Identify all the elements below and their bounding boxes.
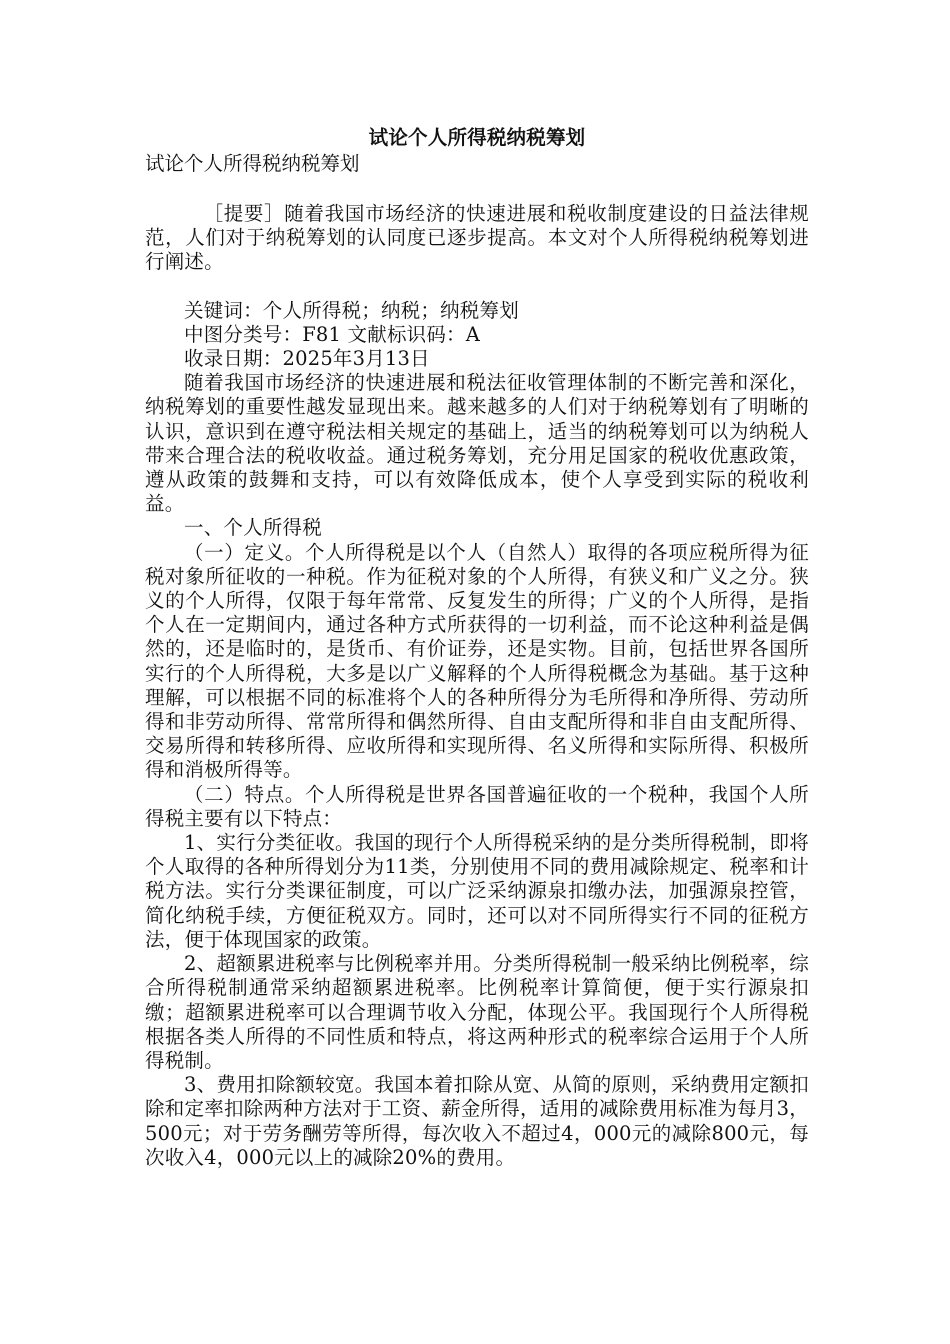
document-page — [145, 124, 809, 1170]
spacer — [145, 275, 809, 299]
feature-1-paragraph: 1、实行分类征收。我国的现行个人所得税采纳的是分类所得税制，即将个人取得的各种所得划分为11类，分别使用不同的费用减除规定、税率和计税方法。实行分类课征制度，可以广泛采纳源泉扣缴办法，加强源泉控管，简化纳税手续，方便征税双方。同时，还可以对不同所得实行不同的征税方法，便于体现国家的政策。 — [145, 831, 809, 951]
document-title: 试论个人所得税纳税筹划 — [368, 126, 586, 149]
spacer — [145, 178, 809, 202]
abstract-paragraph: ［提要］随着我国市场经济的快速进展和税收制度建设的日益法律规范，人们对于纳税筹划的认同度已逐步提高。本文对个人所得税纳税筹划进行阐述。 — [145, 202, 809, 274]
features-paragraph: （二）特点。个人所得税是世界各国普遍征收的一个税种，我国个人所得税主要有以下特点： — [145, 782, 809, 830]
definition-paragraph: （一）定义。个人所得税是以个人（自然人）取得的各项应税所得为征税对象所征收的一种税。作为征税对象的个人所得，有狭义和广义之分。狭义的个人所得，仅限于每年常常、反复发生的所得；广义的个人所得，是指个人在一定期间内，通过各种方式所获得的一切利益，而不论这种利益是偶然的，还是临时的，是货币、有价证券，还是实物。目前，包括世界各国所实行的个人所得税，大多是以广义解释的个人所得税概念为基础。基于这种理解，可以根据不同的标准将个人的各种所得分为毛所得和净所得、劳动所得和非劳动所得、常常所得和偶然所得、自由支配所得和非自由支配所得、交易所得和转移所得、应收所得和实现所得、名义所得和实际所得、积极所得和消极所得等。 — [145, 540, 809, 782]
feature-2-paragraph: 2、超额累进税率与比例税率并用。分类所得税制一般采纳比例税率，综合所得税制通常采纳超额累进税率。比例税率计算简便，便于实行源泉扣缴；超额累进税率可以合理调节收入分配，体现公平。我国现行个人所得税根据各类人所得的不同性质和特点，将这两种形式的税率综合运用于个人所得税制。 — [145, 952, 809, 1072]
received-date-line: 收录日期：2025年3月13日 — [184, 347, 430, 371]
section-heading: 一、个人所得税 — [184, 516, 322, 540]
keywords-line: 关键词：个人所得税；纳税；纳税筹划 — [184, 298, 519, 322]
intro-paragraph: 随着我国市场经济的快速进展和税法征收管理体制的不断完善和深化，纳税筹划的重要性越发显现出来。越来越多的人们对于纳税筹划有了明晰的认识，意识到在遵守税法相关规定的基础上，适当的纳税筹划可以为纳税人带来合理合法的税收收益。通过税务筹划，充分用足国家的税收优惠政策，遵从政策的鼓舞和支持，可以有效降低成本，使个人享受到实际的税收利益。 — [145, 371, 809, 516]
feature-3-paragraph: 3、费用扣除额较宽。我国本着扣除从宽、从简的原则，采纳费用定额扣除和定率扣除两种方法对于工资、薪金所得，适用的减除费用标准为每月3，500元；对于劳务酬劳等所得，每次收入不超过4，000元的减除800元，每次收入4，000元以上的减除20%的费用。 — [145, 1073, 809, 1169]
document-subtitle: 试论个人所得税纳税筹划 — [145, 152, 360, 175]
classification-line: 中图分类号：F81 文献标识码：A — [184, 322, 481, 346]
